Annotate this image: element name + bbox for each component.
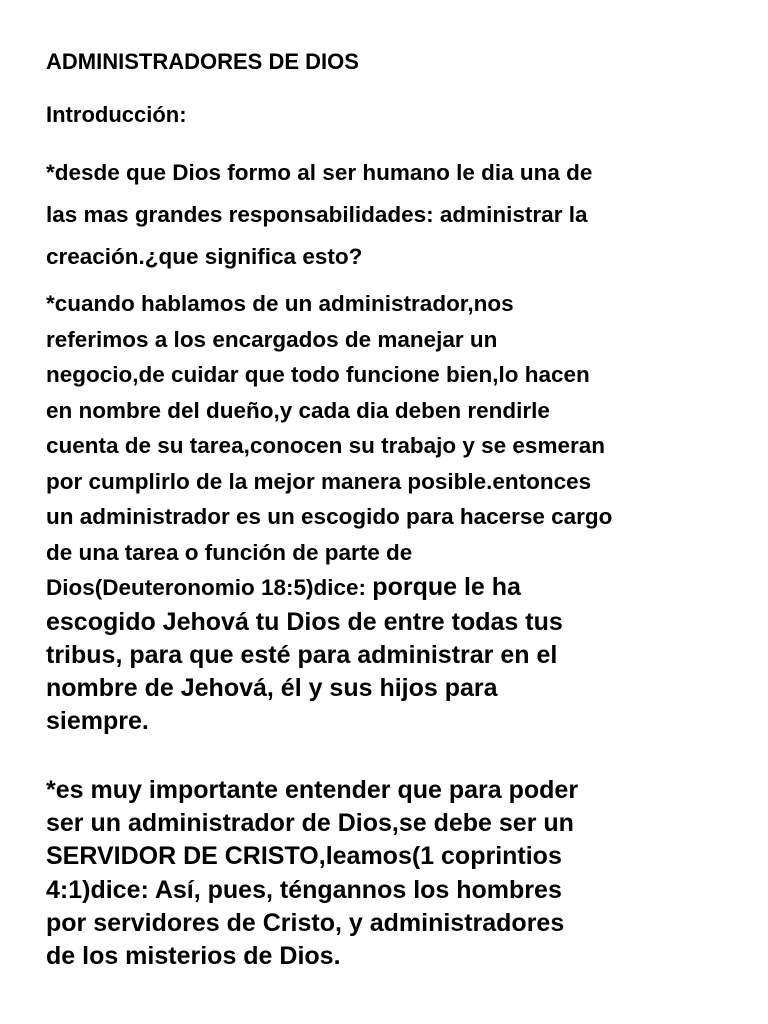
scripture-quote-line: nombre de Jehová, él y sus hijos para (46, 673, 498, 702)
document-title: ADMINISTRADORES DE DIOS (46, 49, 359, 74)
paragraph-2-ref-line (46, 570, 746, 606)
paragraph-1-line: *desde que Dios formo al ser humano le dia una de (46, 160, 593, 185)
paragraph-3-line: por servidores de Cristo, y administradores (46, 908, 565, 937)
paragraph-3-line: SERVIDOR DE CRISTO,leamos(1 coprintios (46, 842, 562, 871)
paragraph-3-line: 4:1)dice: Así, pues, téngannos los hombres (46, 875, 562, 904)
paragraph-2-line: en nombre del dueño,y cada dia deben rendirle (46, 397, 550, 423)
paragraph-2-line: cuenta de su tarea,conocen su trabajo y se esmeran (46, 433, 605, 458)
scripture-quote-line: escogido Jehová tu Dios de entre todas tus (46, 607, 563, 636)
paragraph-1 (46, 152, 746, 278)
paragraph-2-line: negocio,de cuidar que todo funcione bien,lo hacen (46, 362, 590, 387)
paragraph-2-line: por cumplirlo de la mejor manera posible.entonces (46, 468, 592, 494)
intro-heading: Introducción: (46, 102, 187, 127)
scripture-quote-start: porque le ha (372, 573, 521, 601)
paragraph-3-line: ser un administrador de Dios,se debe ser un (46, 809, 574, 838)
paragraph-1-line: las mas grandes responsabilidades: administrar la (46, 202, 588, 227)
paragraph-3-line: de los misterios de Dios. (46, 942, 341, 971)
paragraph-2 (46, 286, 746, 738)
scripture-reference: Dios(Deuteronomio 18:5)dice: (46, 575, 373, 600)
scripture-quote-line: tribus, para que esté para administrar en el (46, 640, 558, 669)
paragraph-1-line: creación.¿que significa esto? (46, 244, 363, 269)
scripture-quote-line: siempre. (46, 706, 149, 735)
paragraph-2-line: referimos a los encargados de manejar un (46, 326, 498, 352)
paragraph-2-line: un administrador es un escogido para hacerse cargo (46, 504, 613, 529)
paragraph-3 (46, 774, 751, 973)
paragraph-2-line: *cuando hablamos de un administrador,nos (46, 291, 514, 316)
paragraph-2-line: de una tarea o función de parte de (46, 539, 413, 565)
paragraph-3-line: *es muy importante entender que para poder (46, 776, 579, 804)
